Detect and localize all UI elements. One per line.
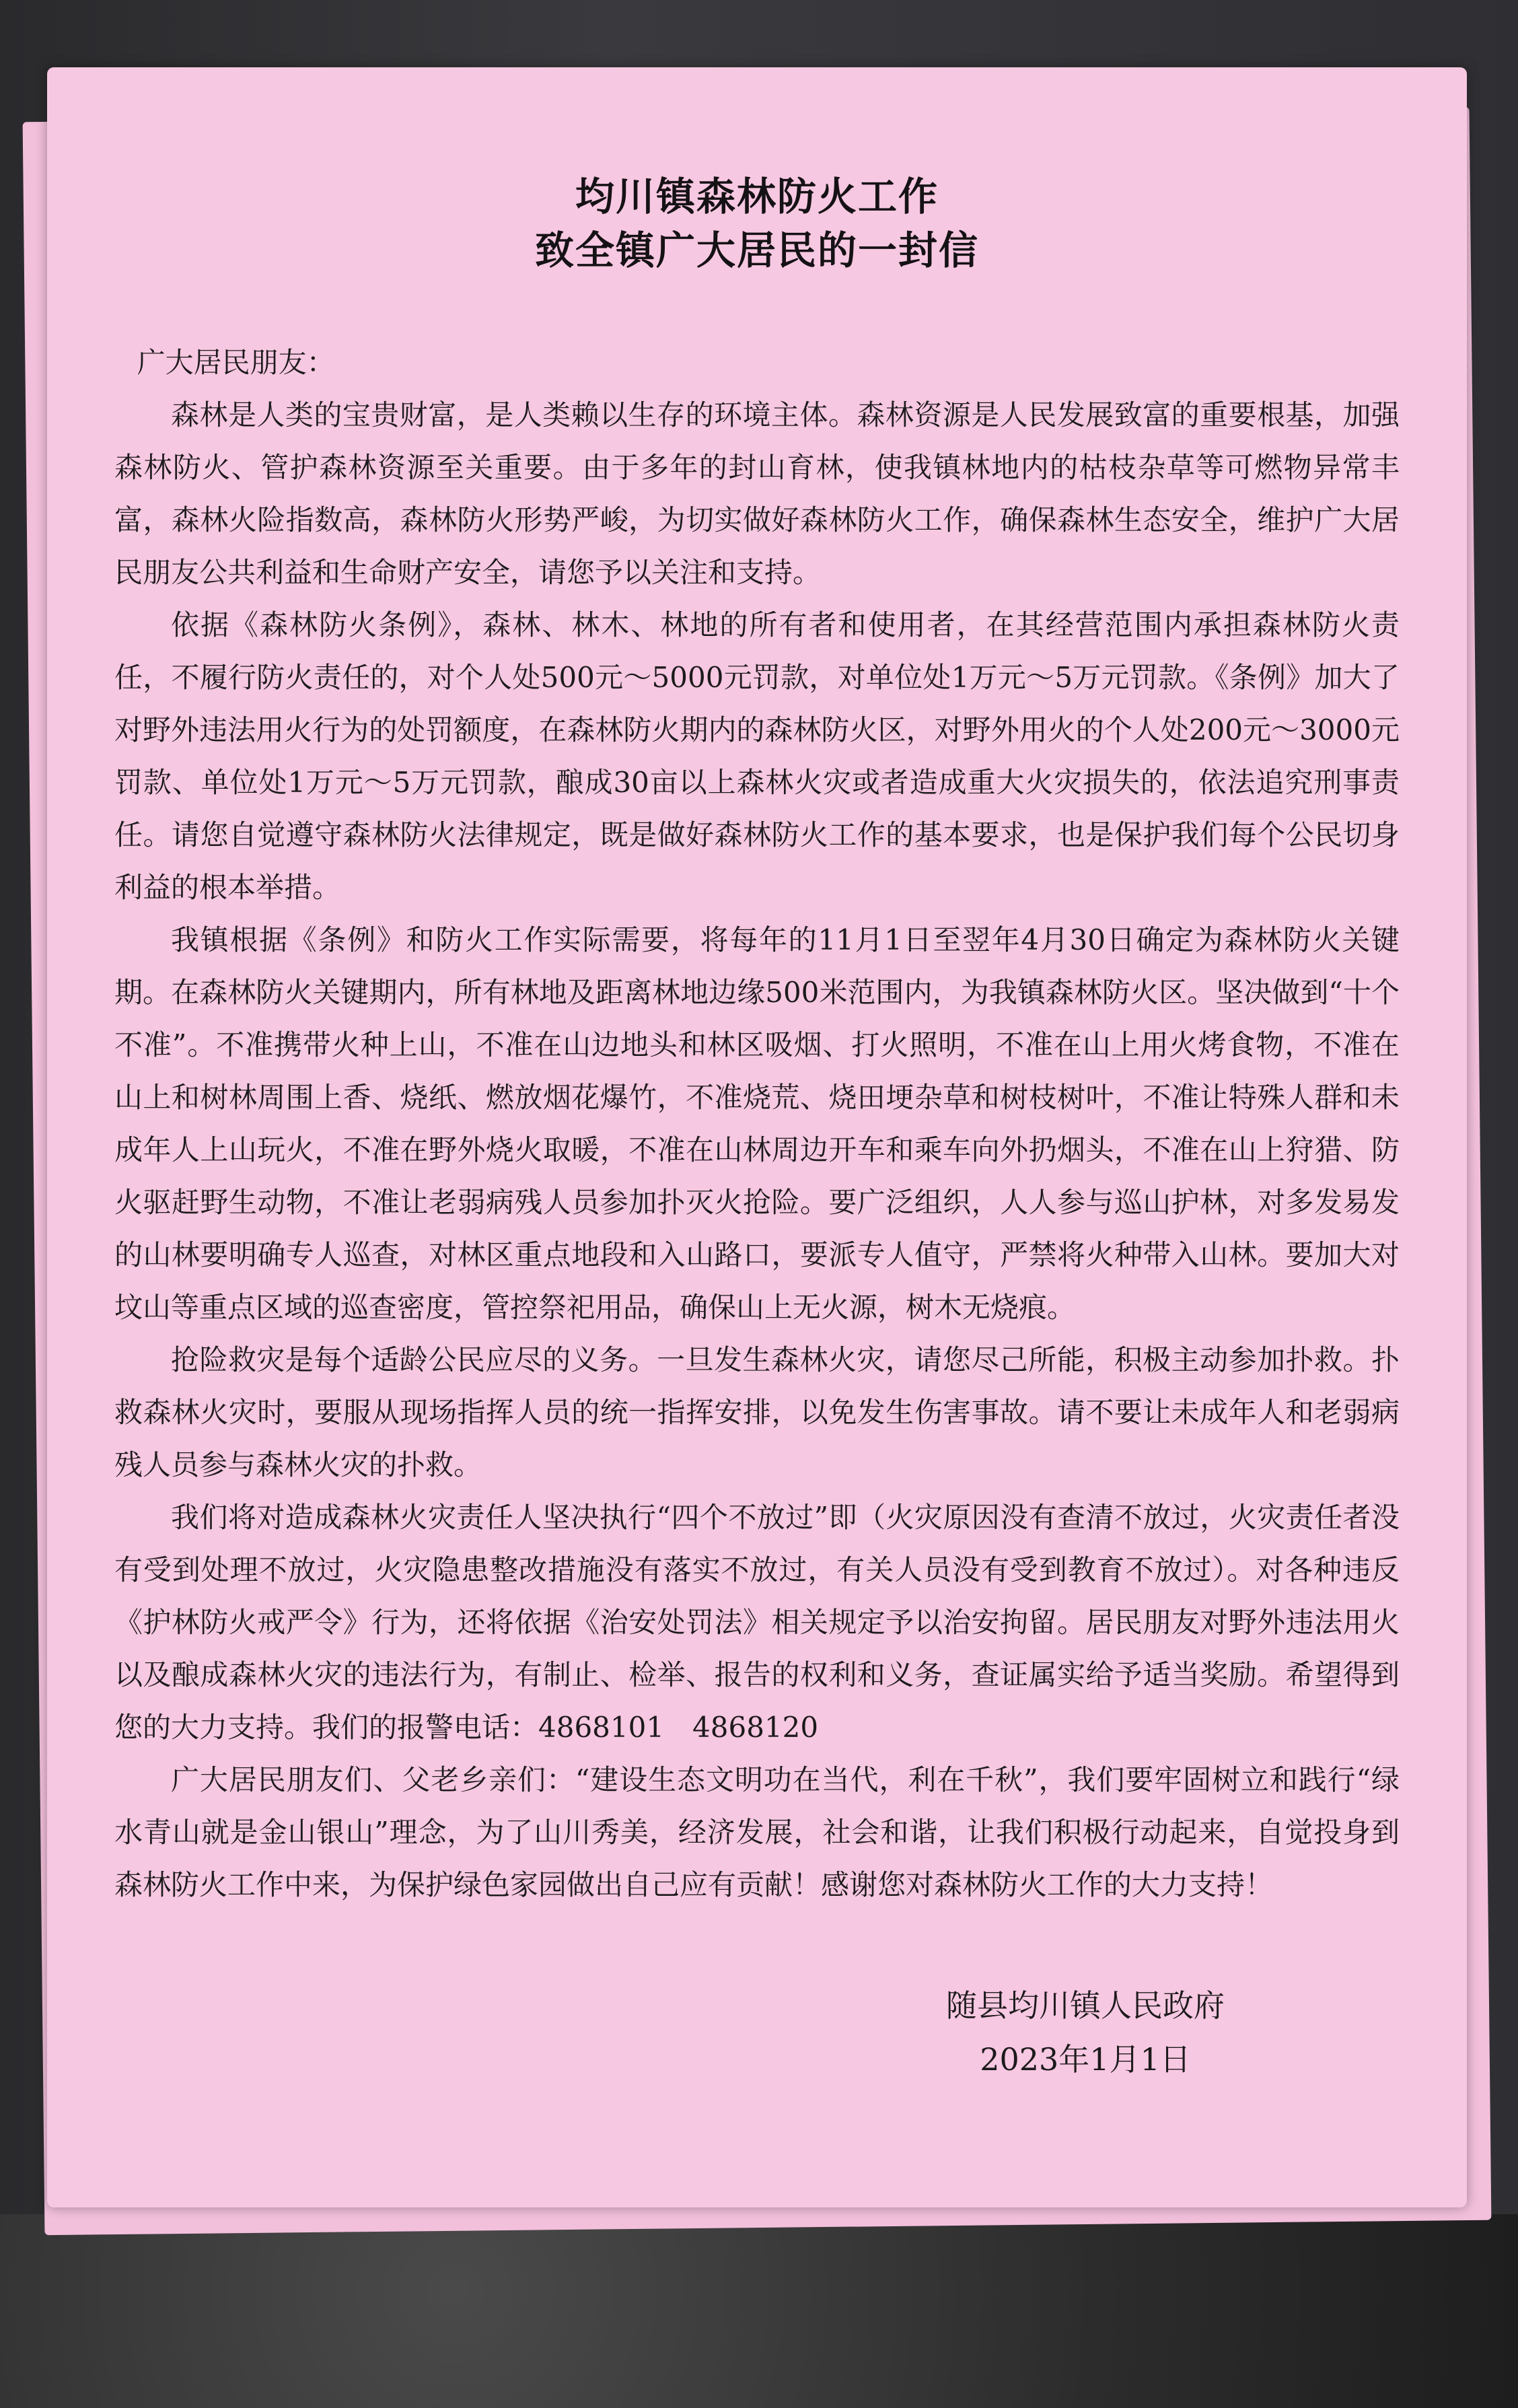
paragraph-2: 依据《森林防火条例》，森林、林木、林地的所有者和使用者，在其经营范围内承担森林防火责任，不履行防火责任的，对个人处500元～5000元罚款，对单位处1万元～5万元罚款。《条例》加大了对野外违法用火行为的处罚额度，在森林防火期内的森林防火区，对野外用火的个人处200元～3000元罚款、单位处1万元～5万元罚款，酿成30亩以上森林火灾或者造成重大火灾损失的，依法追究刑事责任。请您自觉遵守森林防火法律规定，既是做好森林防火工作的基本要求，也是保护我们每个公民切身利益的根本举措。 <box>114 608 1400 904</box>
paragraph-6: 广大居民朋友们、父老乡亲们：“建设生态文明功在当代，利在千秋”，我们要牢固树立和践行“绿水青山就是金山银山”理念，为了山川秀美，经济发展，社会和谐，让我们积极行动起来，自觉投身到森林防火工作中来，为保护绿色家园做出自己应有贡献！感谢您对森林防火工作的大力支持！ <box>114 1763 1400 1901</box>
paragraph-3: 我镇根据《条例》和防火工作实际需要，将每年的11月1日至翌年4月30日确定为森林防火关键期。在森林防火关键期内，所有林地及距离林地边缘500米范围内，为我镇森林防火区。坚决做到“十个不准”。不准携带火种上山，不准在山边地头和林区吸烟、打火照明，不准在山上用火烤食物，不准在山上和树林周围上香、烧纸、燃放烟花爆竹，不准烧荒、烧田埂杂草和树枝树叶，不准让特殊人群和未成年人上山玩火，不准在野外烧火取暖，不准在山林周边开车和乘车向外扔烟头，不准在山上狩猎、防火驱赶野生动物，不准让老弱病残人员参加扑灭火抢险。要广泛组织，人人参与巡山护林，对多发易发的山林要明确专人巡查，对林区重点地段和入山路口，要派专人值守，严禁将火种带入山林。要加大对坟山等重点区域的巡查密度，管控祭祀用品，确保山上无火源，树木无烧痕。 <box>114 923 1400 1324</box>
floor-surface <box>0 2214 1518 2408</box>
salutation: 广大居民朋友： <box>137 346 335 379</box>
paragraph-4: 抢险救灾是每个适龄公民应尽的义务。一旦发生森林火灾，请您尽己所能，积极主动参加扑救。扑救森林火灾时，要服从现场指挥人员的统一指挥安排，以免发生伤害事故。请不要让未成年人和老弱病残人员参与森林火灾的扑救。 <box>114 1343 1400 1481</box>
letter-title-line1: 均川镇森林防火工作 <box>575 174 939 219</box>
letter-sheet <box>47 67 1467 2207</box>
letter-body <box>114 337 1400 1911</box>
letter-title-line2: 致全镇广大居民的一封信 <box>534 227 979 273</box>
signature-date: 2023年1月1日 <box>980 2041 1191 2078</box>
signature-org: 随县均川镇人民政府 <box>946 1987 1225 2024</box>
paragraph-5: 我们将对造成森林火灾责任人坚决执行“四个不放过”即（火灾原因没有查清不放过，火灾责任者没有受到处理不放过，火灾隐患整改措施没有落实不放过，有关人员没有受到教育不放过）。对各种违反《护林防火戒严令》行为，还将依据《治安处罚法》相关规定予以治安拘留。居民朋友对野外违法用火以及酿成森林火灾的违法行为，有制止、检举、报告的权利和义务，查证属实给予适当奖励。希望得到您的大力支持。我们的报警电话：4868101 4868120 <box>114 1501 1400 1744</box>
paragraph-1: 森林是人类的宝贵财富，是人类赖以生存的环境主体。森林资源是人民发展致富的重要根基，加强森林防火、管护森林资源至关重要。由于多年的封山育林，使我镇林地内的枯枝杂草等可燃物异常丰富，森林火险指数高，森林防火形势严峻，为切实做好森林防火工作，确保森林生态安全，维护广大居民朋友公共利益和生命财产安全，请您予以关注和支持。 <box>114 398 1400 589</box>
signature-block <box>946 1979 1225 2086</box>
